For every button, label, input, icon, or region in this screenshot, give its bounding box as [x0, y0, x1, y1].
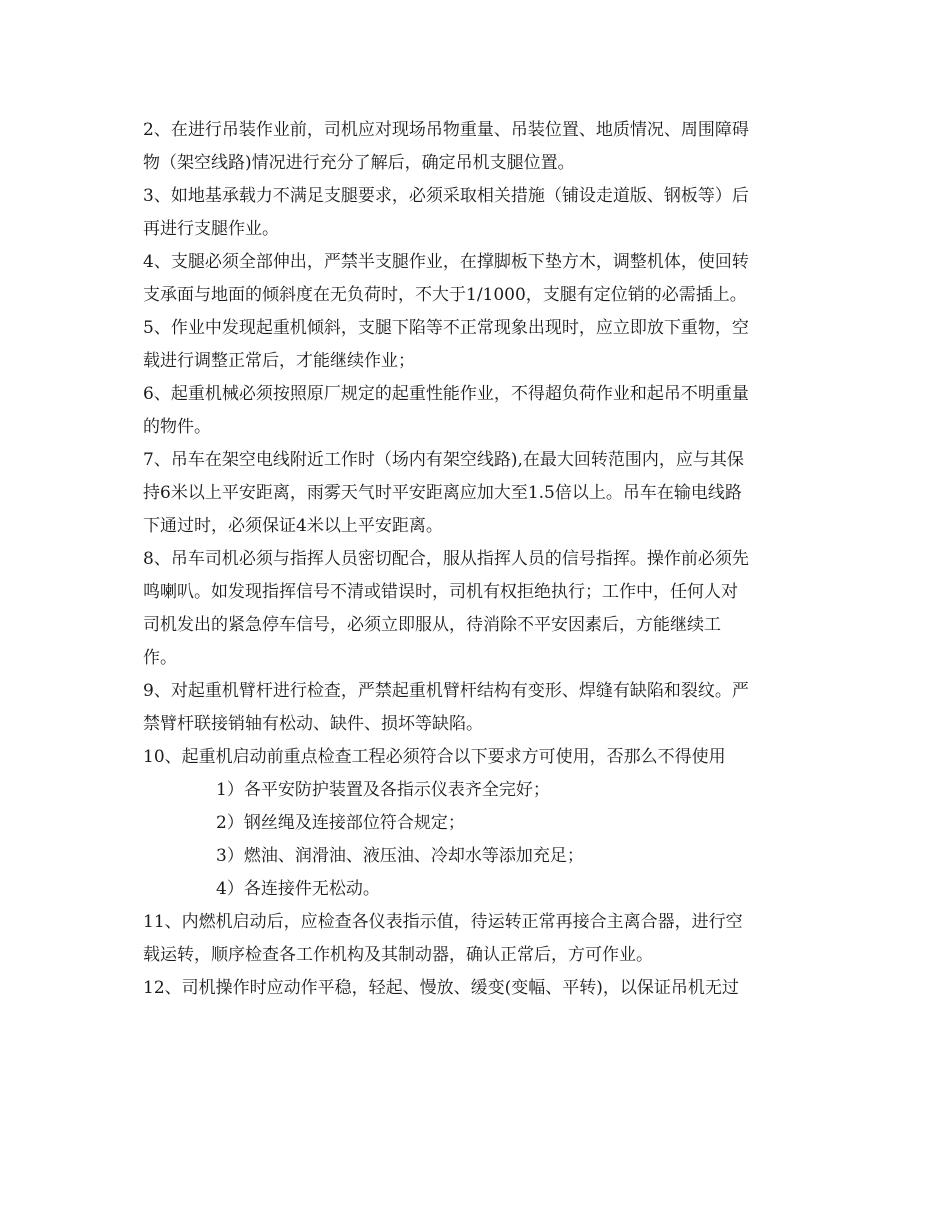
text-line: 8、吊车司机必须与指挥人员密切配合，服从指挥人员的信号指挥。操作前必须先 [143, 549, 749, 569]
text-line: 鸣喇叭。如发现指挥信号不清或错误时，司机有权拒绝执行；工作中，任何人对 [143, 582, 738, 602]
numbered-paragraph [143, 444, 823, 543]
text-line: 4、支腿必须全部伸出，严禁半支腿作业，在撑脚板下垫方木，调整机体，使回转 [143, 252, 749, 272]
text-line: 11、内燃机启动后，应检查各仪表指示值，待运转正常再接合主离合器，进行空 [143, 912, 743, 932]
text-line: 5、作业中发现起重机倾斜，支腿下陷等不正常现象出现时，应立即放下重物，空 [143, 318, 749, 338]
text-line: 3）燃油、润滑油、液压油、冷却水等添加充足； [216, 846, 584, 866]
text-line: 下通过时，必须保证4米以上平安距离。 [143, 516, 443, 536]
text-line: 6、起重机械必须按照原厂规定的起重性能作业，不得超负荷作业和起吊不明重量 [143, 384, 749, 404]
numbered-paragraph [143, 246, 823, 312]
text-line: 物（架空线路)情况进行充分了解后，确定吊机支腿位置。 [143, 153, 575, 173]
text-line: 7、吊车在架空电线附近工作时（场内有架空线路),在最大回转范围内，应与其保 [143, 450, 744, 470]
sub-list-item [143, 873, 823, 906]
text-line: 1）各平安防护装置及各指示仪表齐全完好； [216, 780, 550, 800]
text-line: 12、司机操作时应动作平稳，轻起、慢放、缓变(变幅、平转)，以保证吊机无过 [143, 978, 739, 998]
text-line: 3、如地基承载力不满足支腿要求，必须采取相关措施（铺设走道版、钢板等）后 [143, 186, 749, 206]
numbered-paragraph [143, 180, 823, 246]
numbered-paragraph [143, 312, 823, 378]
text-line: 2、在进行吊装作业前，司机应对现场吊物重量、吊装位置、地质情况、周围障碍 [143, 120, 749, 140]
numbered-paragraph [143, 114, 823, 180]
numbered-paragraph [143, 378, 823, 444]
text-line: 4）各连接件无松动。 [216, 879, 380, 899]
sub-list-item [143, 807, 823, 840]
text-line: 的物件。 [143, 417, 211, 437]
text-line: 作。 [143, 648, 177, 668]
text-line: 支承面与地面的倾斜度在无负荷时，不大于1/1000，支腿有定位销的必需插上。 [143, 285, 747, 305]
text-line: 持6米以上平安距离，雨雾天气时平安距离应加大至1.5倍以上。吊车在输电线路 [143, 483, 742, 503]
text-line: 2）钢丝绳及连接部位符合规定； [216, 813, 465, 833]
document-body [143, 114, 823, 1005]
text-line: 司机发出的紧急停车信号，必须立即服从，待消除不平安因素后，方能继续工 [143, 615, 721, 635]
sub-list-item [143, 774, 823, 807]
text-line: 载进行调整正常后，才能继续作业； [143, 351, 415, 371]
numbered-paragraph [143, 906, 823, 972]
numbered-paragraph [143, 675, 823, 741]
numbered-paragraph [143, 741, 823, 774]
numbered-paragraph [143, 972, 823, 1005]
text-line: 禁臂杆联接销轴有松动、缺件、损坏等缺陷。 [143, 714, 483, 734]
text-line: 载运转，顺序检查各工作机构及其制动器，确认正常后，方可作业。 [143, 945, 653, 965]
text-line: 9、对起重机臂杆进行检查，严禁起重机臂杆结构有变形、焊缝有缺陷和裂纹。严 [143, 681, 749, 701]
text-line: 再进行支腿作业。 [143, 219, 279, 239]
numbered-paragraph [143, 543, 823, 675]
sub-list-item [143, 840, 823, 873]
text-line: 10、起重机启动前重点检查工程必须符合以下要求方可使用，否那么不得使用 [143, 747, 726, 767]
